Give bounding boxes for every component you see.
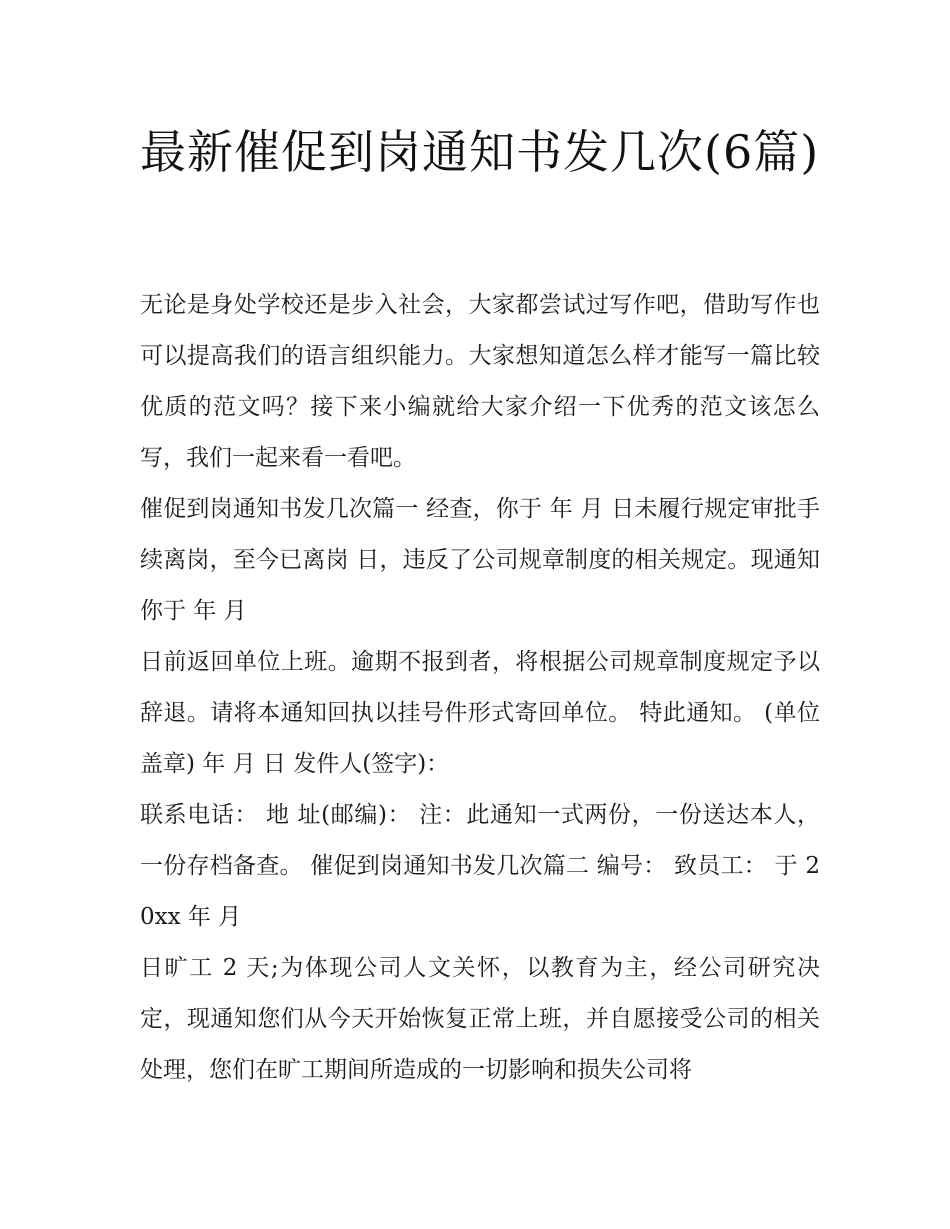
paragraph-intro: 无论是身处学校还是步入社会，大家都尝试过写作吧，借助写作也可以提高我们的语言组织能力。大家想知道怎么样才能写一篇比较优质的范文吗？接下来小编就给大家介绍一下优秀的范文该怎么写，我们一起来看一看吧。 bbox=[140, 292, 820, 471]
document-body bbox=[140, 280, 820, 1096]
document-title: 最新催促到岗通知书发几次(6篇) bbox=[140, 125, 820, 179]
paragraph-return-deadline: 日前返回单位上班。逾期不报到者，将根据公司规章制度规定予以辞退。请将本通知回执以挂号件形式寄回单位。 特此通知。 (单位盖章) 年 月 日 发件人(签字)： bbox=[140, 649, 820, 777]
paragraph-contact: 联系电话： 地 址(邮编)： 注：此通知一式两份，一份送达本人，一份存档备查。 催促到岗通知书发几次篇二 编号： 致员工： 于 20xx 年 月 bbox=[140, 802, 820, 930]
paragraph-notice-one: 催促到岗通知书发几次篇一 经查，你于 年 月 日未履行规定审批手续离岗，至今已离岗 日，违反了公司规章制度的相关规定。现通知你于 年 月 bbox=[140, 496, 820, 624]
paragraph-absence: 日旷工 2 天;为体现公司人文关怀，以教育为主，经公司研究决定，现通知您们从今天开始恢复正常上班，并自愿接受公司的相关处理，您们在旷工期间所造成的一切影响和损失公司将 bbox=[140, 955, 820, 1083]
